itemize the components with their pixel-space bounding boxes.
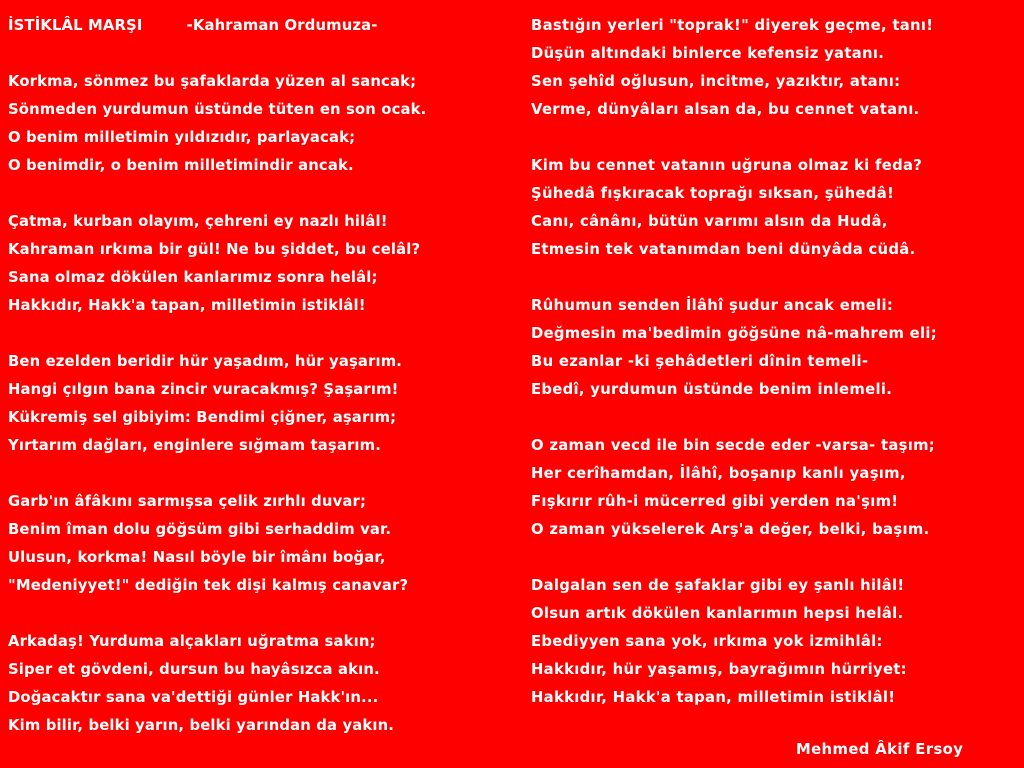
poem-line: Ben ezelden beridir hür yaşadım, hür yaşarım. xyxy=(8,353,403,370)
stanza-spacer xyxy=(8,460,523,488)
stanza-spacer xyxy=(531,124,1023,152)
poem-line: Fışkırır rûh-i mücerred gibi yerden na'şım! xyxy=(531,493,899,510)
poem-left-column xyxy=(8,12,523,740)
poem-line: Hakkıdır, Hakk'a tapan, milletimin istiklâl! xyxy=(531,689,896,706)
stanza xyxy=(531,12,1023,124)
poem-line: Sana olmaz dökülen kanlarımız sonra helâl; xyxy=(8,269,378,286)
poem-line: Olsun artık dökülen kanlarımın hepsi helâl. xyxy=(531,605,904,622)
poem-line: O zaman yükselerek Arş'a değer, belki, başım. xyxy=(531,521,930,538)
stanza xyxy=(531,572,1023,712)
stanza xyxy=(531,292,1023,404)
poem-line: Şühedâ fışkıracak toprağı sıksan, şühedâ! xyxy=(531,185,895,202)
stanza-spacer xyxy=(8,600,523,628)
poem-line: Siper et gövdeni, dursun bu hayâsızca akın. xyxy=(8,661,380,678)
poem-line: Korkma, sönmez bu şafaklarda yüzen al sancak; xyxy=(8,73,417,90)
poem-line: Çatma, kurban olayım, çehreni ey nazlı hilâl! xyxy=(8,213,388,230)
poem-right-column xyxy=(531,12,1023,712)
poem-line: Rûhumun senden İlâhî şudur ancak emeli: xyxy=(531,297,894,314)
poem-line: Düşün altındaki binlerce kefensiz yatanı. xyxy=(531,45,885,62)
poem-line: Sen şehîd oğlusun, incitme, yazıktır, atanı: xyxy=(531,73,901,90)
stanza-spacer xyxy=(531,544,1023,572)
author-signature: Mehmed Âkif Ersoy xyxy=(796,741,964,758)
poem-line: Ulusun, korkma! Nasıl böyle bir îmânı boğar, xyxy=(8,549,386,566)
poem-line: Bastığın yerleri "toprak!" diyerek geçme, tanı! xyxy=(531,17,934,34)
poem-title: İSTİKLÂL MARŞI xyxy=(8,17,143,34)
stanza-spacer xyxy=(8,180,523,208)
stanza xyxy=(8,208,523,320)
poem-line: Kahraman ırkıma bir gül! Ne bu şiddet, bu celâl? xyxy=(8,241,421,258)
poem-line: Garb'ın âfâkını sarmışsa çelik zırhlı duvar; xyxy=(8,493,367,510)
poem-line: Kim bu cennet vatanın uğruna olmaz ki feda? xyxy=(531,157,923,174)
poem-line: "Medeniyyet!" dediğin tek dişi kalmış canavar? xyxy=(8,577,409,594)
stanza xyxy=(8,488,523,600)
poem-line: Dalgalan sen de şafaklar gibi ey şanlı hilâl! xyxy=(531,577,905,594)
stanza-spacer xyxy=(531,264,1023,292)
poem-line: O benimdir, o benim milletimindir ancak. xyxy=(8,157,354,174)
poem-line: Arkadaş! Yurduma alçakları uğratma sakın; xyxy=(8,633,376,650)
poem-line: Bu ezanlar -ki şehâdetleri dînin temeli- xyxy=(531,353,869,370)
poem-line: Kükremiş sel gibiyim: Bendimi çiğner, aşarım; xyxy=(8,409,397,426)
poem-line: Hakkıdır, hür yaşamış, bayrağımın hürriyet: xyxy=(531,661,907,678)
poem-line: O benim milletimin yıldızıdır, parlayacak; xyxy=(8,129,356,146)
stanza xyxy=(531,432,1023,544)
poem-line: Hakkıdır, Hakk'a tapan, milletimin istiklâl! xyxy=(8,297,366,314)
poem-line: O zaman vecd ile bin secde eder -varsa- taşım; xyxy=(531,437,936,454)
stanza-spacer xyxy=(531,404,1023,432)
stanza xyxy=(8,628,523,740)
poem-line: Ebediyyen sana yok, ırkıma yok izmihlâl: xyxy=(531,633,883,650)
poem-line: Değmesin ma'bedimin göğsüne nâ-mahrem eli; xyxy=(531,325,937,342)
stanza xyxy=(8,348,523,460)
poem-line: Etmesin tek vatanımdan beni dünyâda cüdâ. xyxy=(531,241,916,258)
poem-line: Verme, dünyâları alsan da, bu cennet vatanı. xyxy=(531,101,920,118)
poem-line: Hangi çılgın bana zincir vuracakmış? Şaşarım! xyxy=(8,381,399,398)
poem-line: Benim îman dolu göğsüm gibi serhaddim var. xyxy=(8,521,392,538)
poem-line: Her cerîhamdan, İlâhî, boşanıp kanlı yaşım, xyxy=(531,465,906,482)
poem-line: Yırtarım dağları, enginlere sığmam taşarım. xyxy=(8,437,381,454)
poem-subtitle: -Kahraman Ordumuza- xyxy=(186,17,378,34)
poem-line: Sönmeden yurdumun üstünde tüten en son ocak. xyxy=(8,101,427,118)
poem-line: Canı, cânânı, bütün varımı alsın da Hudâ, xyxy=(531,213,888,230)
poem-line: Doğacaktır sana va'dettiği günler Hakk'ın... xyxy=(8,689,379,706)
stanza xyxy=(531,152,1023,264)
stanza-spacer xyxy=(8,320,523,348)
stanza xyxy=(8,68,523,180)
poem-line: Kim bilir, belki yarın, belki yarından da yakın. xyxy=(8,717,395,734)
stanza-spacer xyxy=(8,40,523,68)
poem-line: Ebedî, yurdumun üstünde benim inlemeli. xyxy=(531,381,893,398)
header-row xyxy=(8,12,523,40)
